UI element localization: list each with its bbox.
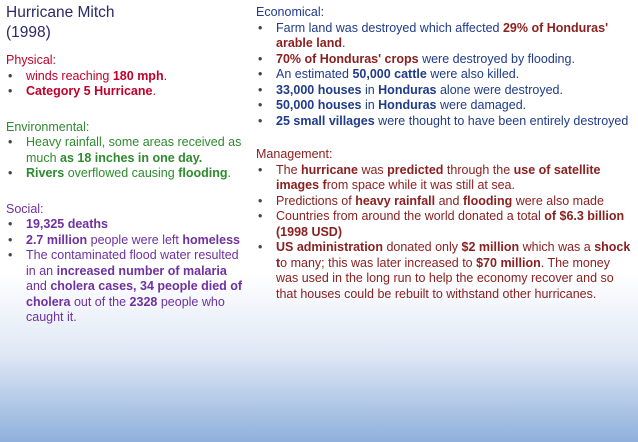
environmental-heading: Environmental: [6, 119, 90, 134]
environmental-section [6, 120, 246, 182]
economical-item: • 25 small villages were thought to have been entirely destroyed [256, 114, 634, 130]
physical-item: • winds reaching 180 mph. [6, 69, 246, 85]
management-item: • Countries from around the world donated a total of $6.3 billion (1998 USD) [256, 209, 634, 240]
economical-item: • Farm land was destroyed which affected 29% of Honduras' arable land. [256, 21, 634, 52]
physical-heading: Physical: [6, 53, 57, 67]
economical-section [256, 5, 634, 129]
management-heading: Management: [256, 147, 333, 161]
economical-item: • 33,000 houses in Honduras alone were destroyed. [256, 83, 634, 99]
economical-item: • An estimated 50,000 cattle were also killed. [256, 67, 634, 83]
management-section [256, 147, 634, 302]
social-heading: Social: [6, 201, 44, 216]
economical-item: • 70% of Honduras' crops were destroyed by flooding. [256, 52, 634, 68]
environmental-item: • Heavy rainfall, some areas received as much as 18 inches in one day. [6, 135, 246, 166]
management-item: • The hurricane was predicted through the use of satellite images from space while it was still at sea. [256, 163, 634, 194]
left-column [6, 0, 246, 326]
management-item: • US administration donated only $2 million which was a shock to many; this was later increased to $70 million. The money was used in the long run to help the economy recover and so that houses could be rebuilt to withstand other hurricanes. [256, 240, 634, 302]
page-title [6, 3, 246, 43]
economical-item: • 50,000 houses in Honduras were damaged. [256, 98, 634, 114]
environmental-item: • Rivers overflowed causing flooding. [6, 166, 246, 182]
physical-item: • Category 5 Hurricane. [6, 84, 246, 100]
right-column [256, 0, 634, 302]
title-line-1: Hurricane Mitch [6, 4, 115, 21]
social-section [6, 202, 246, 326]
social-item: • 19,325 deaths [6, 217, 246, 233]
title-line-2: (1998) [6, 24, 51, 41]
economical-heading: Economical: [256, 5, 325, 19]
physical-section [6, 53, 246, 100]
management-item: • Predictions of heavy rainfall and flooding were also made [256, 194, 634, 210]
social-item: • The contaminated flood water resulted in an increased number of malaria and cholera cases, 34 people died of cholera out of the 2328 people who caught it. [6, 248, 246, 326]
social-item: • 2.7 million people were left homeless [6, 233, 246, 249]
